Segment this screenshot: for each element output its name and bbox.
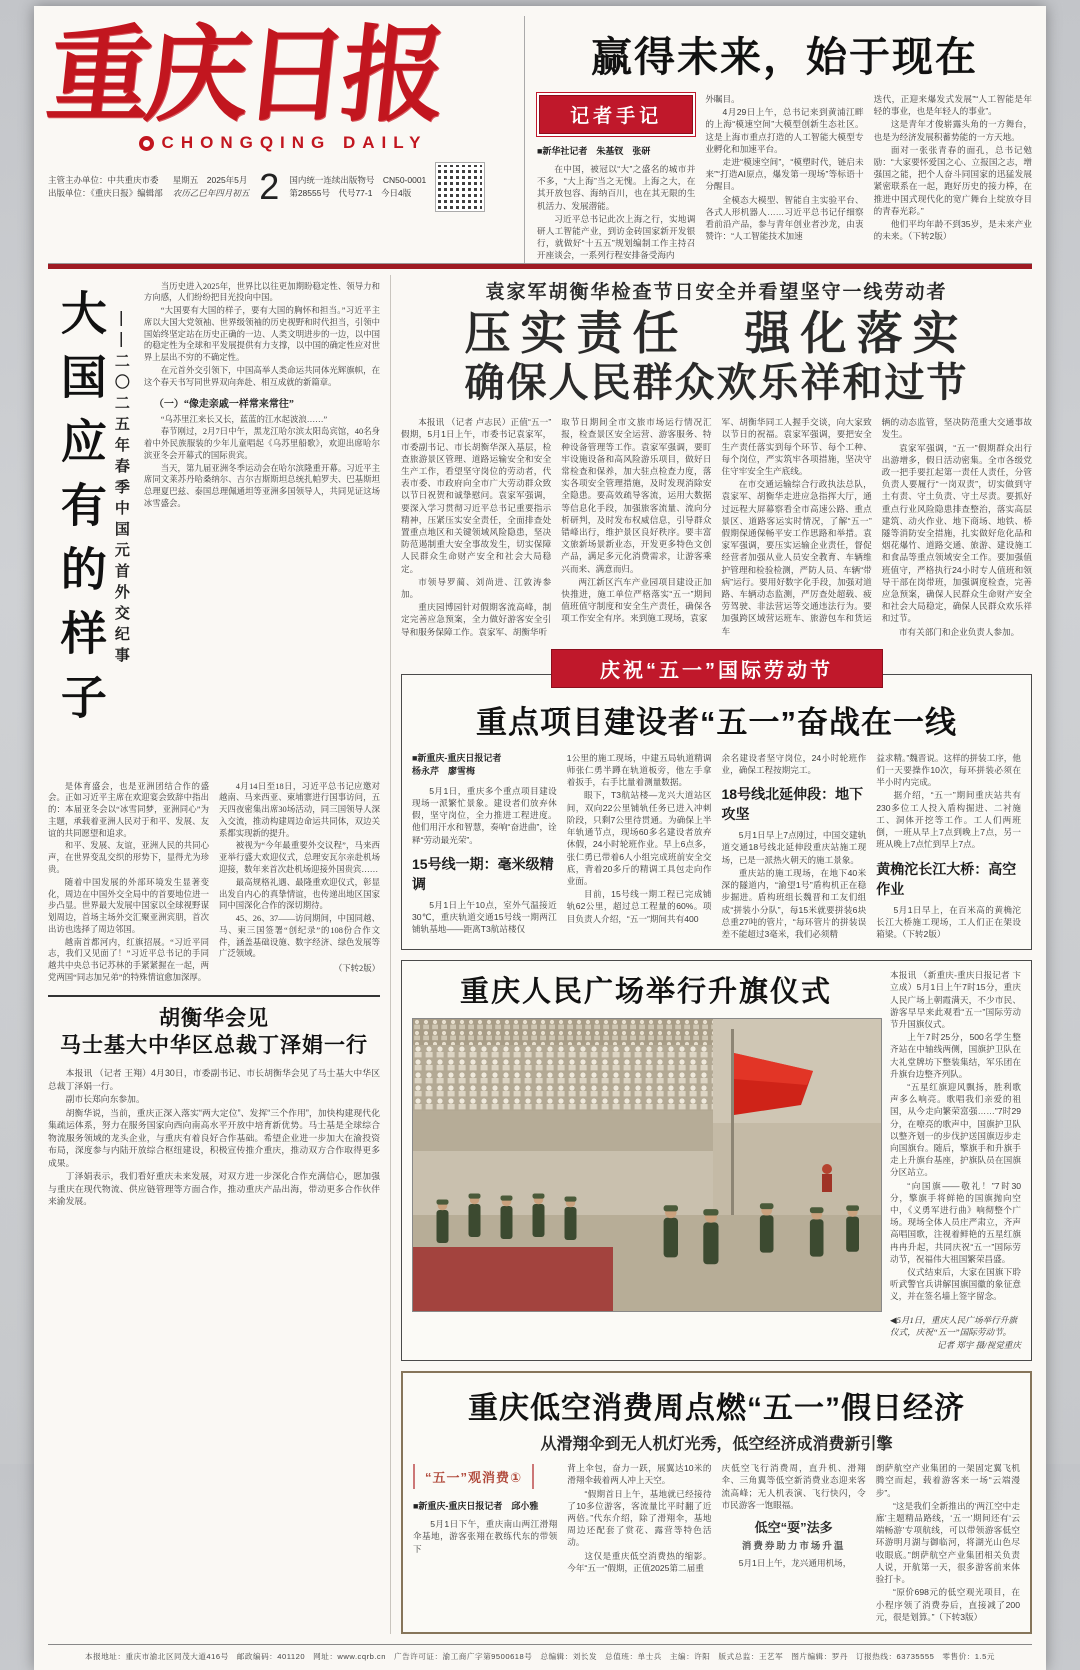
project-columns: [412, 752, 1021, 941]
lowair-subtitle: 从滑翔伞到无人机灯光秀，低空经济成消费新引擎: [540, 1436, 893, 1454]
article-paragraph: 4月14日至18日，习近平总书记应邀对越南、马来西亚、柬埔寨进行国事访问，五天四夜密集出席30场活动，同三国领导人深入交流，推动构建周边命运共同体，双边关系都实现新的提升。: [219, 781, 380, 838]
photo-caption: [890, 1314, 1021, 1353]
lead-story-columns: [401, 416, 1032, 639]
article-paragraph: 5月1日上午，龙兴通用机场，: [738, 1558, 852, 1569]
feature-headline-vertical: 大国应有的样子: [54, 288, 107, 737]
article-paragraph: 当历史进入2025年，世界比以往更加期盼稳定性、领导力和方向感，人们纷纷把目光投向中国。: [143, 281, 380, 303]
lowair-col-3: [722, 1462, 866, 1624]
project-headline: 重点项目建设者“五一”奋战在一线: [476, 704, 957, 740]
article-paragraph: “假期首日上午，基地就已经接待了10多位游客，客流量比平时翻了近两倍。”代东介绍，除了滑翔伞，基地周边还配套了赏花、露营等特色活动。: [567, 1488, 712, 1548]
project-col-3: [722, 752, 867, 941]
article-paragraph: 庆低空飞行消费周，直升机、滑翔伞、三角翼等低空新消费业态迎来客流高峰；无人机表演、飞行快闪，令市民游客一饱眼福。: [721, 1463, 866, 1510]
article-paragraph: 本报讯 （记者 卢志民）正值“五一”假期，5月1日上午，市委书记袁家军，市委副书记、市长胡衡华深入基层，检查旅游景区管理、道路运输安全和安全生产工作，看望坚守岗位的劳动者，代表市委、市政府向全市广大劳动群众致以节日祝贺和诚挚慰问。袁家军强调，要深入学习贯彻习近平总书记重要指示精神，压紧压实安全责任，全面排查处置重点地区和关键领域风险隐患，坚决防范遏制重大安全事故发生，切实保障人民群众生命财产安全和社会大局稳定。: [401, 417, 552, 574]
commentary-byline: ■新华社记者 朱基钗 张研: [537, 146, 651, 156]
article-paragraph: “五星红旗迎风飘扬，胜利歌声多么响亮。歌唱我们亲爱的祖国，从今走向繁荣富强……”7时29分，在嘹亮的歌声中，国旗护卫队以整齐划一的步伐护送国旗迈步走向国旗台。随后，擎旗手和升旗手走上升旗台基座，护旗队员在国旗分区站立。: [890, 1081, 1021, 1178]
article-paragraph: 朗萨航空产业集团的一架固定翼飞机腾空而起，载着游客来一场“云端漫步”。: [875, 1463, 1020, 1498]
article-paragraph: 外瞩目。: [705, 94, 740, 104]
project-byline-line2: 杨永芹 廖雪梅: [412, 766, 476, 777]
article-paragraph: 丁泽娟表示，我们看好重庆未来发展，对双方进一步深化合作充满信心，愿加强与重庆在现代物流、供应链管理等方面合作，推动重庆产品出海，带动更多合作伙伴来渝发展。: [48, 1171, 380, 1207]
lowair-subhead-2: 消费券助力市场升温: [741, 1541, 846, 1553]
article-paragraph: 袁家军强调，“五一”假期群众出行出游增多，假日活动密集。全市各级党政一把手要扛起第一责任人责任，分管负责人要履行“一岗双责”，切实做到守土有责、守土负责、守土尽责。要抓好重点行业风险隐患排查整治，落实高层建筑、动火作业、地下商场、地铁、桥隧等消防安全措施，扎实做好危化品和烟花爆竹、道路交通、旅游、建设施工和食品等重点领域安全工作。要加强值班值守，严格执行24小时专人值班和领导干部在岗带班，加强调度检查，完善应急预案，确保人民群众生命财产安全和社会大局稳定，确保人民群众欢乐祥和过节。: [881, 442, 1032, 624]
lowair-columns: [413, 1462, 1020, 1624]
newspaper-title: 重庆日报: [41, 19, 447, 134]
article-paragraph: 随着中国发展的外部环境发生显著变化，周边在中国外交全局中的首要地位进一步凸显。世界最大发展中国家以全球视野谋划周边，首场主场外交汇聚亚洲宾朋，首次出访也选择了周边邻国。: [48, 877, 209, 934]
article-paragraph: 辆的动态监管，坚决防范重大交通事故发生。: [881, 417, 1032, 440]
article-paragraph: 他们平均年龄不到35岁，是未来产业的未来。（下转2版）: [873, 219, 1032, 242]
article-paragraph: 4月29日上午，总书记来到黄浦江畔的上海“模速空间”大模型创新生态社区。这是上海市重点打造的人工智能大模型专业孵化和加速平台。: [705, 107, 864, 154]
flag-story-box: [401, 960, 1032, 1361]
article-paragraph: 这仅是重庆低空消费热的缩影。今年“五一”假期，正值2025第二届重: [567, 1550, 712, 1573]
article-paragraph: “向国旗——敬礼！”7时30分，擎旗手将鲜艳的国旗抛向空中，《义勇军进行曲》响彻整个广场。现场全体人员庄严肃立，齐声高唱国歌，注视着鲜艳的五星红旗冉冉升起，共同庆祝“五一”国际劳动节，祝福伟大祖国繁荣昌盛。: [890, 1180, 1021, 1264]
lowair-col-4: [876, 1462, 1020, 1624]
lowair-story-box: [401, 1371, 1032, 1634]
lead-col-3: [722, 416, 872, 639]
article-paragraph: 取节日期间全市文旅市场运行情况汇报，检查景区安全运营、游客服务、特种设备管理等工作。袁家军强调，要盯牢设施设备和高风险游乐项目，做好日常检查和保养，加大驻点检查力度，落实各项安全管理措施，及时发现消除安全隐患。要高效疏导客流，运用大数据等信息化手段，加强旅客流量、流向分析研判，及时发布权威信息，引导群众错峰出行，维护景区良好秩序。要丰富文旅新场景新业态，开发更多特色文创产品，满足多元化消费需求，让游客乘兴而来、满意而归。: [561, 417, 712, 574]
article-paragraph: 1公里的施工现场，中建五局轨道精调师张仁勇半蹲在轨道板旁，他左手拿着扳手，右手比量着测量数据。: [566, 752, 712, 788]
lead-headline-line2: 确保人民群众欢乐祥和过节: [464, 361, 969, 406]
article-paragraph: 是体育盛会，也是亚洲团结合作的盛会。正如习近平主席在欢迎宴会致辞中指出的：本届亚冬会以“冰雪同梦，亚洲同心”为主题，承载着亚洲人民对于和平、发展、友谊的共同愿望和追求。: [48, 781, 209, 838]
project-byline-line1: ■新重庆-重庆日报记者: [412, 752, 502, 763]
article-paragraph: 副市长郑向东参加。: [65, 1094, 145, 1105]
date-block: [173, 174, 250, 200]
article-paragraph: 重庆园博园针对假期客流高峰，制定完善应急预案，全力做好游客安全引导和服务保障工作。袁家军、胡衡华听: [401, 602, 552, 637]
article-paragraph: “大国要有大国的样子，要有大国的胸怀和担当。”习近平主席以大国大党领袖、世界级领袖的历史视野和时代担当，引领中国始终坚定站在历史正确的一边、人类文明进步的一边，以中国的稳定性为全球和平发展提供有力支撑，以中国的确定性应对世界上层出不穷的不确定性。: [143, 306, 380, 363]
feature-subtitle-vertical: ——二〇二五年春季中国元首外交纪事: [112, 310, 130, 668]
article-paragraph: 迭代，正迎来爆发式发展”“人工智能是年轻的事业，也是年轻人的事业”。: [873, 94, 1032, 117]
masthead-logo-icon: [139, 136, 154, 151]
commentary-col-3: [874, 93, 1032, 263]
article-paragraph: 被视为“今年最重要外交议程”，马来西亚举行盛大欢迎仪式，总理安瓦尔亲赴机场迎接，数年来首次赴机场迎接外国贵宾……: [219, 841, 380, 874]
photo-caption-text: ◀5月1日，重庆人民广场举行升旗仪式，庆祝“五一”国际劳动节。: [890, 1314, 1017, 1338]
article-paragraph: 目前，15号线一期工程已完成铺轨62公里，超过总工程量的60%。项目负责人介绍，“五一”期间共有400: [566, 889, 712, 924]
article-paragraph: 在元首外交引领下，中国高举人类命运共同体光辉旗帜，在这个春天书写同世界双向奔赴、相互成就的新篇章。: [143, 365, 380, 387]
lowair-col-1: [413, 1462, 557, 1624]
article-paragraph: “乌苏里江来长又长，蓝蓝的江水起波浪……”: [160, 414, 328, 424]
issue-line1: 国内统一连续出版物号 CN50-0001: [289, 175, 427, 186]
article-paragraph: 当天，第九届亚洲冬季运动会在哈尔滨隆重开幕。习近平主席同文莱苏丹哈桑纳尔、吉尔吉斯斯坦总统扎帕罗夫、巴基斯坦总理夏巴兹、泰国总理佩通坦等亚洲多国领导人，共同见证这场冰雪盛会。: [143, 463, 380, 508]
photo-credit: 记者 郑宇 摄/视觉重庆: [936, 1340, 1021, 1351]
masthead: [41, 16, 1032, 264]
article-paragraph: 春节刚过，2月7日中午，黑龙江哈尔滨太阳岛宾馆，40名身着中外民族服装的少年儿童唱起《乌苏里船歌》，欢迎出席哈尔滨亚冬会开幕式的国际贵宾。: [143, 427, 380, 460]
hu-headline-line1: 胡衡华会见: [159, 1006, 269, 1030]
commentary-col-1: [537, 93, 695, 263]
jump-note: （下转2版）: [333, 964, 380, 974]
article-paragraph: 在中国，被冠以“大”之盛名的城市并不多，“大上海”当之无愧。上海之大，在其开放包容、海纳百川，也在其无限的生机活力、发展潜能。: [537, 164, 696, 211]
newspaper-page: [34, 6, 1046, 1670]
lunar-date: 农历乙巳年四月初五: [172, 188, 250, 199]
feature-article-bottom: [48, 781, 380, 985]
article-paragraph: 5月1日下午，重庆南山两江滑翔伞基地，游客张翔在教练代东的带领下: [413, 1519, 558, 1554]
feature-article-top: [48, 275, 380, 775]
organizer-line1: 主管主办单位：中共重庆市委: [48, 175, 159, 186]
article-paragraph: 仪式结束后，大家在国旗下聆听武警官兵讲解国旗国徽的象征意义，并在签名墙上签字留念。: [890, 1266, 1021, 1302]
project-col-4: [876, 752, 1021, 941]
article-paragraph: 重庆站的施工现场，在地下40米深的隧道内，“渝望1号”盾构机正在稳步掘进。盾构班组长魏晋和工友们组成“拼装小分队”，每15米就要拼装6块总重27吨的管片，“每环管片的拼装误差不能超过3毫米，我们必须精: [721, 867, 867, 939]
project-subhead: 15号线一期：毫米级精调: [412, 855, 554, 892]
hu-headline-line2: 马士基大中华区总裁丁泽娟一行: [60, 1033, 368, 1057]
commentary-columns: [537, 93, 1032, 263]
project-subhead: 黄桷沱长江大桥：高空作业: [876, 860, 1017, 897]
lowair-subhead: 低空“耍”法多: [754, 1520, 833, 1536]
lead-col-2: [561, 416, 711, 639]
organizer-line2: 出版单位：《重庆日报》编辑部: [48, 188, 163, 199]
feature-intro-column: [138, 275, 380, 775]
masthead-english-row: [48, 133, 518, 153]
lead-col-1: [401, 416, 551, 639]
article-paragraph: 5月1日上午10点，室外气温接近30℃，重庆轨道交通15号线一期两江铺轨基地——距离T3航站楼仅: [412, 899, 557, 935]
article-paragraph: 两江新区汽车产业园项目建设正加快推进，施工单位严格落实“五一”期间值班值守制度和安全生产责任，确保各项工作安全有序。来到施工现场，袁家: [561, 576, 712, 624]
hu-meeting-article: [48, 995, 380, 1208]
article-paragraph: 5月1日，重庆多个重点项目建设现场一派繁忙景象。建设者们放弃休假，坚守岗位，全力推进工程进度。他们用汗水和智慧，奏响“奋进曲”，诠释“劳动最光荣”。: [412, 785, 557, 845]
flag-headline: 重庆人民广场举行升旗仪式: [459, 976, 832, 1009]
day-number: 2: [259, 166, 280, 208]
article-paragraph: 走进“模速空间”，“模塑时代，链启未来”“打造AI原点，爆发第一现场”等标语十分醒目。: [705, 157, 864, 192]
project-story-box: [401, 674, 1032, 950]
project-col-1: [412, 752, 557, 941]
lead-story: [401, 277, 1032, 639]
article-paragraph: 这是青年才俊崭露头角的一方舞台，也是为经济发展积蓄势能的一方天地。: [873, 119, 1032, 142]
article-paragraph: 在市交通运输综合行政执法总队，袁家军、胡衡华走进应急指挥大厅，通过远程大屏幕察看全市高速公路、重点景区、道路客运实时情况，了解“五一”假期保通保畅平安工作思路和举措。袁家军强调，要压实运输企业责任，督促经营者加强从业人员安全教育、车辆维护管理和检验检测，严防人员、车辆“带病”运行。要用好数字化手段，加强对道路、车辆动态监测，严厉查处超载、疲劳驾驶、非法营运等交通违法行为。要加强跨区域营运班车、旅游包车和货运车: [721, 479, 872, 636]
labor-day-banner: 庆祝“五一”国际劳动节: [551, 649, 883, 688]
article-paragraph: 胡衡华说，当前，重庆正深入落实“两大定位”、发挥“三个作用”，加快构建现代化集疏运体系，努力在服务国家向西向南高水平开放中培育新优势。马士基是全球综合物流服务领域的龙头企业，与重庆有着良好合作基础。希望企业进一步加大在渝投资布局，深度参与内陆开放综合枢纽建设，积极宣传推介重庆，推动双方合作取得更多成果。: [48, 1107, 380, 1168]
article-paragraph: 全模态大模型、智能自主实验平台、各式人形机器人……习近平总书记仔细察看前沿产品，参与青年创业者沙龙，由衷赞许：“人工智能技术加速: [705, 194, 864, 242]
date-weekday: 星期五 2025年5月: [172, 175, 248, 186]
article-paragraph: 眼下，T3航站楼—龙兴大道站区间，双向22公里铺轨任务已进入冲刺阶段，只剩7公里待贯通。为确保上半年轨通节点，现场60多名建设者放弃休假，24小时轮班作业。早上6点多，张仁勇已带着6人小组完成班前安全交底，背着20多斤的精调工具包走向作业面。: [566, 790, 712, 886]
publication-footer: 本报地址：重庆市渝北区同茂大道416号 邮政编码：401120 网址：www.cqrb.cn 广告许可证：渝工商广字第9500618号 总编辑：刘长发 总值班：单士兵 主编：许阳 版式总监：王艺军 图片编辑：罗丹 订报热线：63735555 零售价：1.5元: [48, 1644, 1032, 1666]
article-paragraph: 余名建设者坚守岗位，24小时轮班作业，确保工程按期完工。: [721, 752, 867, 776]
article-paragraph: 市有关部门和企业负责人参加。: [898, 626, 1020, 637]
hu-article-body: [48, 1067, 380, 1207]
article-paragraph: “这是我们全新推出的‘两江空中走廊’主题精品路线，‘五一’期间还有‘云端畅游’专项航线，可以带领游客低空环游明月湖与御临河，将湖光山色尽收眼底。”朗萨航空产业集团相关负责人说，开航第一天，很多游客前来体验打卡。: [875, 1500, 1020, 1585]
issue-block: [289, 174, 426, 200]
project-col-2: [567, 752, 712, 941]
article-paragraph: 越南首都河内，红旗招展。“习近平同志，我们又见面了！”习近平总书记的手同越共中央总书记苏林的手紧紧握在一起，两党两国“同志加兄弟”的特殊情谊愈加深厚。: [48, 937, 209, 982]
article-paragraph: “原价698元的低空观光项目，在小程序领了消费券后，直接减了200元，很是划算。”（下转3版）: [875, 1587, 1020, 1622]
organizer-block: [48, 174, 163, 200]
feature-section-heading: （一）“像走亲戚一样常来常往”: [153, 398, 294, 410]
publication-info-row: [48, 163, 518, 215]
article-paragraph: 市领导罗蔺、刘尚进、江敦涛参加。: [401, 576, 552, 600]
article-paragraph: 5月1日早上7点刚过，中国交建轨道交通18号线北延伸段重庆站施工现场，已是一派热火朝天的施工景象。: [721, 830, 867, 865]
flag-photo-block: [412, 969, 880, 1352]
article-paragraph: 背上伞包，奋力一跃，展翼达10米的滑翔伞载着两人冲上天空。: [567, 1463, 712, 1486]
top-right-article: [524, 16, 1032, 263]
flag-article-column: [890, 969, 1021, 1352]
right-column: [391, 275, 1032, 1634]
lead-kicker: 袁家军胡衡华检查节日安全并看望坚守一线劳动者: [485, 281, 948, 303]
article-paragraph: 45、26、37——访问期间，中国同越、马、柬三国签署“创纪录”的108份合作文件，涵盖基础设施、数字经济、绿色发展等广泛领域。: [219, 914, 380, 959]
qr-code: [436, 163, 484, 211]
lead-headline-line1: 压实责任 强化落实: [464, 306, 969, 359]
article-paragraph: 本报讯 （记者 王翔）4月30日，市委副书记、市长胡衡华会见了马士基大中华区总裁丁泽娟一行。: [48, 1068, 380, 1091]
flag-raising-photo: [412, 1018, 882, 1312]
header-divider-rule: [48, 264, 1032, 269]
newspaper-title-english: CHONGQING DAILY: [161, 133, 428, 153]
lowair-byline: ■新重庆-重庆日报记者 邱小雅: [413, 1501, 539, 1512]
article-paragraph: 军、胡衡华同工人握手交谈，向大家致以节日的祝福。袁家军强调，要把安全生产责任落实到每个环节、每个工种、每个岗位，严实筑牢各项措施，坚决守住守牢安全生产底线。: [721, 417, 872, 477]
feature-col-b: [219, 781, 380, 985]
article-paragraph: 和平、发展、友谊，亚洲人民的共同心声，在世界变乱交织的形势下，显得尤为珍贵。: [48, 841, 209, 874]
commentary-col-2: [705, 93, 863, 263]
project-subhead: 18号线北延伸段：地下攻坚: [721, 786, 864, 823]
project-byline: [412, 752, 557, 779]
article-paragraph: 据介绍，“五一”期间重庆站共有230多位工人投入盾构掘进、二衬施工、洞体开挖等工作。工人们两班倒，一班从早上7点到晚上7点，另一班从晚上7点忙到早上7点。: [876, 790, 1021, 850]
series-tag: “五一”观消费①: [413, 1464, 534, 1489]
article-paragraph: 习近平总书记此次上海之行，实地调研人工智能产业，到访金砖国家新开发银行，就做好“十五五”规划编制工作主持召开座谈会，一系列行程安排备受海内: [537, 213, 696, 261]
left-column: [48, 275, 391, 1634]
lowair-col-2: [567, 1462, 711, 1624]
column-tag: 记者手记: [539, 95, 693, 134]
article-paragraph: 本报讯 （新重庆-重庆日报记者 卞立成）5月1日上午7时15分，重庆人民广场上朝霞满天，不少市民、游客早早来此观看“五一”国际劳动节升国旗仪式。: [890, 970, 1021, 1029]
article-paragraph: 益求精。”魏晋说。这样的拼装工序，他们一天要操作10次，每环拼装必须在半小时内完成。: [876, 752, 1021, 788]
masthead-left: [41, 16, 518, 263]
lead-col-4: [882, 416, 1032, 639]
commentary-headline: 赢得未来，始于现在: [591, 34, 978, 80]
article-paragraph: 面对一张张青春的面孔，总书记勉励：“大家要怀爱国之心、立报国之志，增强国之能，把个人奋斗同国家的迅猛发展紧密联系在一起，跑好历史的接力棒，在推进中国式现代化的宽广舞台上绽放夺目的青春光彩。”: [873, 144, 1032, 216]
article-paragraph: 最高规格礼遇、最隆重欢迎仪式，彰显出发自内心的真挚情谊，也传递出地区国家同中国深化合作的深切期待。: [219, 877, 380, 911]
article-paragraph: 5月1日早上，在百米高的黄桷沱长江大桥施工现场，工人们正在架设箱梁。（下转2版）: [876, 904, 1021, 939]
lowair-headline: 重庆低空消费周点燃“五一”假日经济: [468, 1392, 965, 1426]
issue-line2: 第28555号 代号77-1 今日4版: [289, 188, 412, 199]
feature-col-a: [48, 781, 209, 985]
article-paragraph: 上午7时25分，500名学生整齐站在中轴线两侧，国旗护卫队在大礼堂牌坊下整装集结，军乐团在升旗台边整齐列队。: [890, 1032, 1021, 1079]
